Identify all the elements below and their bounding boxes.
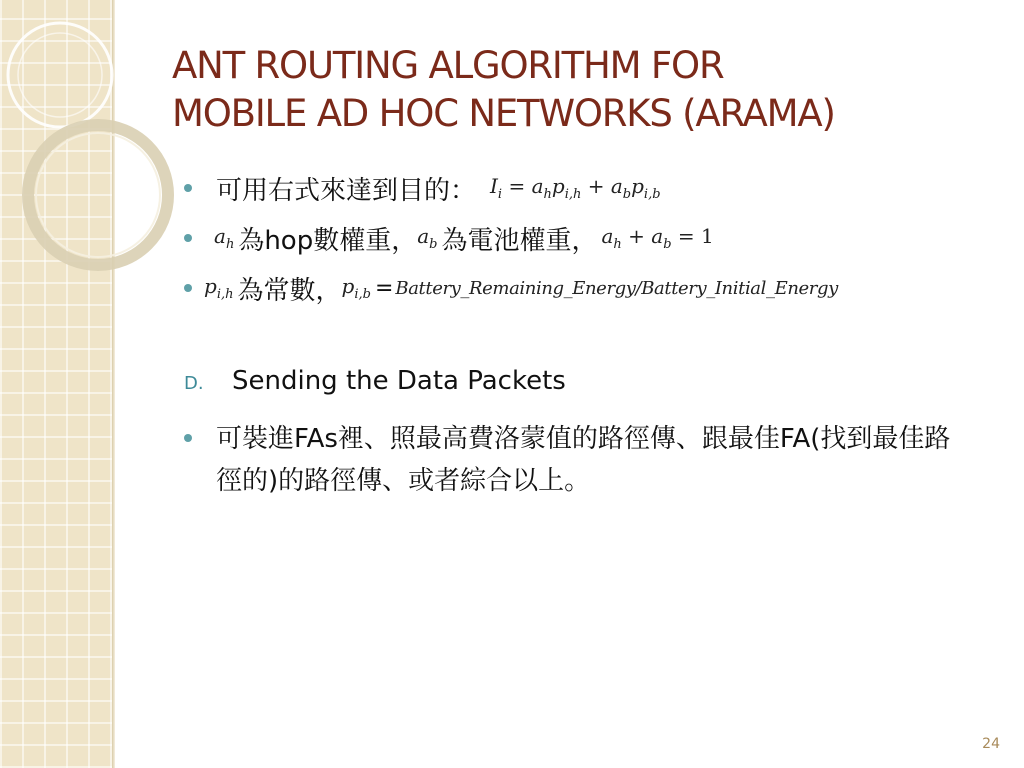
bullet-item-2	[184, 218, 714, 258]
title-line-1: ANT ROUTING ALGORITHM FOR	[172, 44, 724, 87]
battery-symbol: $p_{i,b}$	[341, 274, 371, 302]
decorative-rings	[0, 0, 200, 320]
hop-weight-label: 為hop數權重，	[238, 225, 418, 256]
section-title: Sending the Data Packets	[232, 366, 566, 396]
constant-symbol: $p_{i,h}$	[204, 274, 234, 302]
bullet-dot	[184, 284, 192, 292]
bullet-dot	[184, 434, 192, 442]
bullet-text: 可用右式來達到目的：	[216, 175, 477, 206]
section-heading	[184, 366, 566, 396]
battery-ratio-formula: Battery_Remaining_Energy/Battery_Initial_Energy	[395, 277, 838, 299]
constant-label: 為常數，	[237, 275, 342, 306]
page-number: 24	[982, 736, 1000, 752]
hop-weight-symbol: $a_h$	[214, 224, 235, 252]
equals-sign: =	[374, 275, 394, 301]
title-line-2: MOBILE AD HOC NETWORKS (ARAMA)	[172, 92, 835, 135]
battery-weight-label: 為電池權重，	[441, 225, 598, 256]
weight-sum-formula: $a_h + a_b = 1$	[601, 224, 714, 252]
section-paragraph: 可裝進FAs裡、照最高費洛蒙值的路徑傳、跟最佳FA(找到最佳路徑的)的路徑傳、或者綜合以上。	[216, 424, 951, 496]
section-letter: D.	[184, 373, 204, 394]
bullet-item-3	[184, 268, 838, 308]
importance-formula: $I_i = a_hp_{i,h} + a_bp_{i,b}$	[490, 174, 661, 202]
bullet-item-1	[184, 168, 661, 208]
bullet-dot	[184, 184, 192, 192]
bullet-dot	[184, 234, 192, 242]
slide-title	[172, 42, 992, 138]
battery-weight-symbol: $a_b$	[417, 224, 438, 252]
